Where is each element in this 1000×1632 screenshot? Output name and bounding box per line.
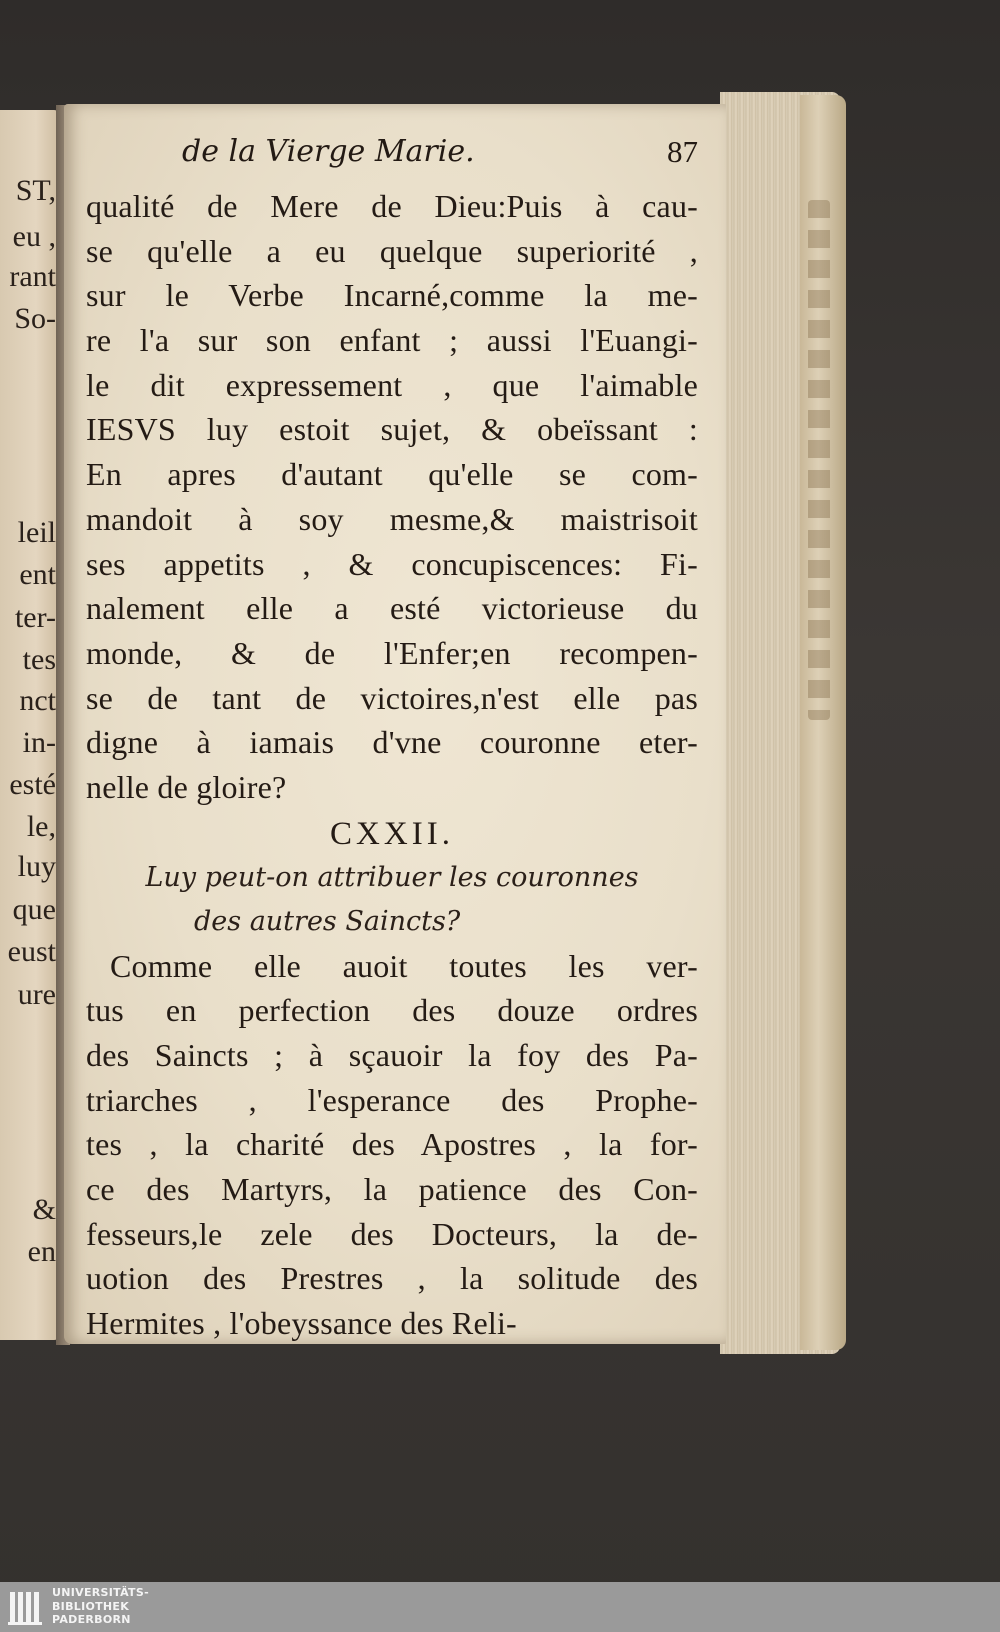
left-page-fragment: So- — [14, 302, 56, 335]
page-number: 87 — [667, 134, 698, 169]
text-line: ses appetits , & concupiscences: Fi- — [86, 545, 698, 582]
text-line: des Saincts ; à sçauoir la foy des Pa- — [86, 1037, 698, 1073]
text-line: tus en perfection des douze ordres — [86, 992, 698, 1029]
running-head-title: de la Vierge Marie. — [182, 134, 475, 169]
left-page-fragment: en — [27, 1235, 56, 1268]
left-page-fragment: nct — [19, 684, 56, 717]
text-line: se de tant de victoires,n'est elle pas — [86, 679, 698, 716]
left-page — [0, 110, 60, 1340]
left-page-fragment: que — [12, 893, 56, 926]
text-line: le dit expressement , que l'aimable — [86, 366, 698, 403]
text-line: nalement elle a esté victorieuse du — [86, 590, 698, 627]
logo-line-3: PADERBORN — [52, 1613, 131, 1626]
text-line: monde, & de l'Enfer;en recompen- — [86, 634, 698, 671]
library-logo-icon — [8, 1588, 44, 1626]
library-logo-text — [52, 1586, 149, 1627]
text-line: En apres d'autant qu'elle se com- — [86, 456, 698, 493]
left-page-fragment: ure — [17, 978, 56, 1011]
left-page-fragment: & — [32, 1193, 56, 1226]
text-line: qualité de Mere de Dieu:Puis à cau- — [86, 188, 698, 224]
left-page-fragment: eust — [7, 935, 56, 968]
text-line: re l'a sur son enfant ; aussi l'Euangi- — [86, 322, 698, 359]
text-line: Comme elle auoit toutes les ver- — [110, 947, 698, 984]
left-page-fragment: tes — [22, 643, 56, 676]
left-page-fragment: luy — [17, 850, 56, 883]
left-page-fragment: ter- — [14, 601, 56, 634]
right-page — [64, 104, 726, 1344]
text-line: tes , la charité des Apostres , la for- — [86, 1126, 698, 1163]
logo-line-2: BIBLIOTHEK — [52, 1599, 130, 1613]
text-line: IESVS luy estoit sujet, & obeïssant : — [86, 411, 698, 448]
library-footer-bar — [0, 1582, 1000, 1632]
left-page-fragment: leil — [17, 516, 56, 549]
spine-stamp — [808, 200, 830, 720]
text-line: ce des Martyrs, la patience des Con- — [86, 1171, 698, 1208]
left-page-fragment: eu , — [12, 220, 56, 253]
section-number: CXXII. — [330, 815, 454, 852]
text-line: uotion des Prestres , la solitude des — [86, 1260, 698, 1297]
left-page-fragment: esté — [9, 768, 56, 801]
page-text-block — [86, 134, 698, 1346]
body-paragraph-1 — [86, 184, 698, 810]
body-paragraph-2 — [86, 944, 698, 1346]
text-line: sur le Verbe Incarné,comme la me- — [86, 277, 698, 314]
text-line: se qu'elle a eu quelque superiorité , — [86, 232, 698, 269]
section-question-line-1: Luy peut-on attribuer les couronnes — [145, 861, 639, 893]
left-page-fragment: in- — [22, 726, 56, 759]
left-page-fragment: rant — [9, 260, 56, 293]
text-line: fesseurs,le zele des Docteurs, la de- — [86, 1215, 698, 1252]
running-head — [86, 134, 698, 180]
text-line: nelle de gloire? — [86, 768, 287, 805]
section-question-line-2: des autres Saincts? — [194, 905, 461, 937]
text-line: triarches , l'esperance des Prophe- — [86, 1081, 698, 1118]
text-line: mandoit à soy mesme,& maistrisoit — [86, 500, 698, 537]
text-line: Hermites , l'obeyssance des Reli- — [86, 1305, 517, 1342]
text-line: digne à iamais d'vne couronne eter- — [86, 724, 698, 761]
left-page-fragment: le, — [26, 810, 56, 843]
left-page-fragment: ent — [19, 558, 56, 591]
left-page-fragment: ST, — [15, 174, 56, 207]
logo-line-1: UNIVERSITÄTS- — [52, 1586, 149, 1599]
